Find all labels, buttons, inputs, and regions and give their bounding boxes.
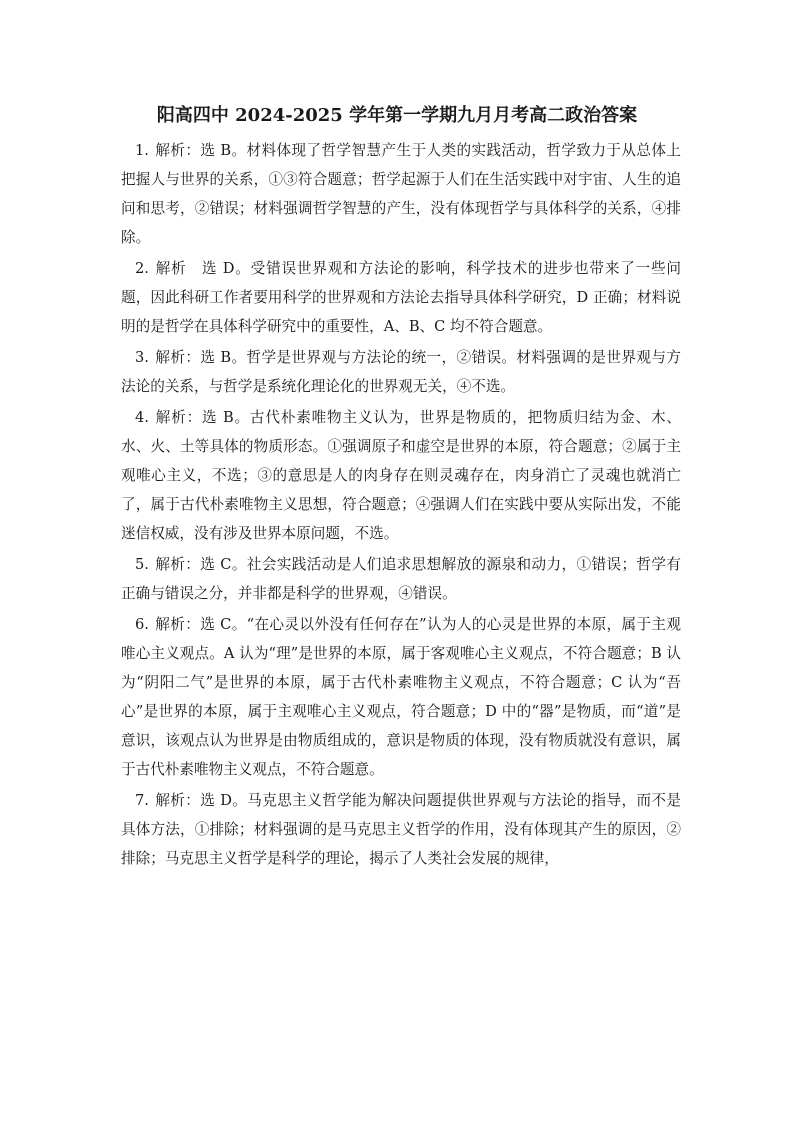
answer-number: 3. <box>135 349 149 366</box>
answer-item-3 <box>121 343 681 401</box>
answer-number: 1. <box>135 142 149 159</box>
answer-number: 2. <box>135 260 149 277</box>
answer-item-6 <box>121 610 681 784</box>
answer-item-7 <box>121 786 681 873</box>
answer-item-1 <box>121 136 681 252</box>
answer-text: 解析：选 C。社会实践活动是人们追求思想解放的源泉和动力，①错误；哲学有正确与错误之分，并非都是科学的世界观，④错误。 <box>121 556 681 602</box>
answer-item-5 <box>121 550 681 608</box>
answer-text: 解析：选 B。哲学是世界观与方法论的统一，②错误。材料强调的是世界观与方法论的关系，与哲学是系统化理论化的世界观无关，④不选。 <box>121 349 681 395</box>
answer-text: 解析 选 D。受错误世界观和方法论的影响，科学技术的进步也带来了一些问题，因此科研工作者要用科学的世界观和方法论去指导具体科学研究，D 正确；材料说明的是哲学在具体科学研究中的重要性，A、B、C 均不符合题意。 <box>121 260 681 335</box>
answer-text: 解析：选 C。“在心灵以外没有任何存在”认为人的心灵是世界的本原，属于主观唯心主义观点。A 认为“理”是世界的本原，属于客观唯心主义观点，不符合题意；B 认为“阴阳二气”是世界的本原，属于古代朴素唯物主义观点，不符合题意；C 认为“吾心”是世界的本原，属于主观唯心主义观点，符合题意；D 中的“器”是物质，而“道”是意识，该观点认为世界是由物质组成的，意识是物质的体现，没有物质就没有意识，属于古代朴素唯物主义观点，不符合题意。 <box>121 616 681 778</box>
answer-number: 4. <box>135 409 149 426</box>
answer-number: 5. <box>135 556 149 573</box>
answer-number: 6. <box>135 616 149 633</box>
answer-text: 解析：选 D。马克思主义哲学能为解决问题提供世界观与方法论的指导，而不是具体方法，①排除；材料强调的是马克思主义哲学的作用，没有体现其产生的原因，②排除；马克思主义哲学是科学的理论，揭示了人类社会发展的规律， <box>121 792 681 867</box>
answer-text: 解析：选 B。古代朴素唯物主义认为，世界是物质的，把物质归结为金、木、水、火、土等具体的物质形态。①强调原子和虚空是世界的本原，符合题意；②属于主观唯心主义，不选；③的意思是人的肉身存在则灵魂存在，肉身消亡了灵魂也就消亡了，属于古代朴素唯物主义思想，符合题意；④强调人们在实践中要从实际出发，不能迷信权威，没有涉及世界本原问题，不选。 <box>121 409 681 542</box>
answer-number: 7. <box>135 792 149 809</box>
document-title: 阳高四中 2024-2025 学年第一学期九月月考高二政治答案 <box>156 105 638 126</box>
answer-text: 解析：选 B。材料体现了哲学智慧产生于人类的实践活动，哲学致力于从总体上把握人与世界的关系，①③符合题意；哲学起源于人们在生活实践中对宇宙、人生的追问和思考，②错误；材料强调哲学智慧的产生，没有体现哲学与具体科学的关系，④排除。 <box>121 142 681 246</box>
answer-list <box>121 136 681 875</box>
answer-item-4 <box>121 403 681 548</box>
answer-item-2 <box>121 254 681 341</box>
